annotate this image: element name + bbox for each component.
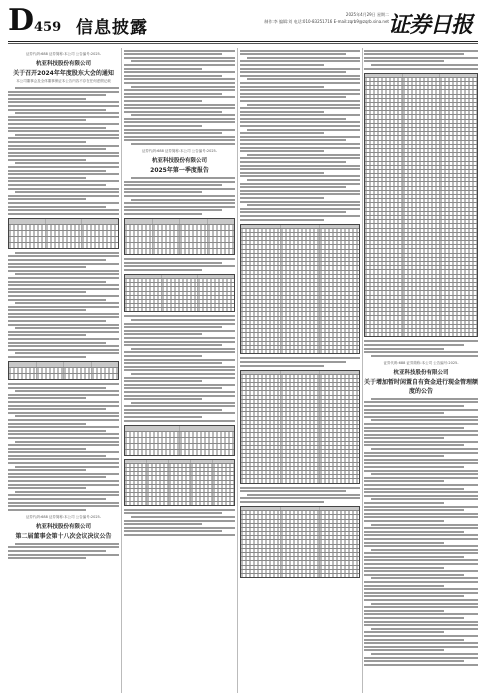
data-table — [124, 459, 235, 506]
contact-line: 制作:李 编辑:刘 电话:010-83251716 E-mail:zqrb9@zqrb.sina.net — [264, 19, 389, 24]
column-divider — [362, 48, 363, 693]
body-text — [364, 398, 478, 666]
announcement-header — [124, 149, 235, 174]
body-text — [240, 357, 360, 366]
body-text — [8, 543, 119, 559]
column-1 — [8, 48, 119, 693]
body-text — [124, 177, 235, 215]
data-table — [8, 361, 119, 380]
announcement-header — [8, 52, 119, 84]
body-text — [124, 509, 235, 536]
data-table — [124, 425, 235, 456]
company-name: 杭亚科技股份有限公司 — [35, 523, 91, 530]
body-text — [240, 50, 360, 221]
body-text — [124, 50, 235, 145]
stock-code-line: 证券代码:688 证券简称:本公司 公告编号:2025- — [25, 52, 102, 56]
company-name: 杭亚科技股份有限公司 — [151, 158, 207, 165]
data-table — [364, 73, 478, 338]
announcement-title: 2025年第一季度报告 — [150, 167, 209, 175]
body-text — [364, 50, 478, 70]
page-letter: D — [8, 3, 35, 38]
data-table — [124, 274, 235, 313]
data-table — [124, 218, 235, 255]
date-line: 2025年4月29日 星期二 — [345, 12, 389, 17]
section-title: 信息披露 — [76, 18, 148, 38]
masthead — [0, 0, 484, 42]
data-table — [240, 506, 360, 578]
body-text — [8, 383, 119, 511]
announcement-title: 关于召开2024年年度股东大会的通知 — [13, 70, 114, 77]
body-text — [8, 87, 119, 215]
company-name: 杭亚科技股份有限公司 — [393, 369, 449, 376]
body-text — [8, 252, 119, 358]
data-table — [240, 370, 360, 484]
announcement-title: 关于增加暂时闲置自有资金进行现金管理额度的公告 — [364, 378, 478, 395]
column-3 — [240, 48, 360, 693]
body-text — [124, 315, 235, 421]
stock-code-line: 证券代码:688 证券简称:本公司 公告编号:2025- — [25, 514, 102, 519]
column-divider — [121, 48, 122, 693]
data-table — [240, 224, 360, 355]
body-text — [124, 258, 235, 271]
column-4 — [364, 48, 478, 693]
column-2 — [124, 48, 235, 693]
stock-code-line: 证券代码:688 证券简称:本公司 公告编号:2025- — [141, 149, 218, 154]
announcement-header — [8, 515, 119, 540]
data-table — [8, 218, 119, 249]
stock-code-line: 证券代码:688 证券简称:本公司 公告编号:2025- — [383, 360, 459, 365]
announcement-title: 第二届董事会第十八次会议决议公告 — [15, 532, 112, 540]
header-rule — [8, 41, 478, 42]
page-number: 459 — [34, 20, 62, 35]
company-name: 杭亚科技股份有限公司 — [35, 61, 91, 67]
body-text — [364, 340, 478, 356]
header-rule-thin — [8, 43, 478, 44]
announcement-header — [364, 361, 478, 395]
column-divider — [237, 48, 238, 693]
disclaimer-line: 本公司董事会及全体董事保证本公告内容不存在任何虚假记载 — [16, 79, 111, 83]
newspaper-logo: 证券日报 — [387, 12, 472, 38]
body-text — [240, 487, 360, 503]
